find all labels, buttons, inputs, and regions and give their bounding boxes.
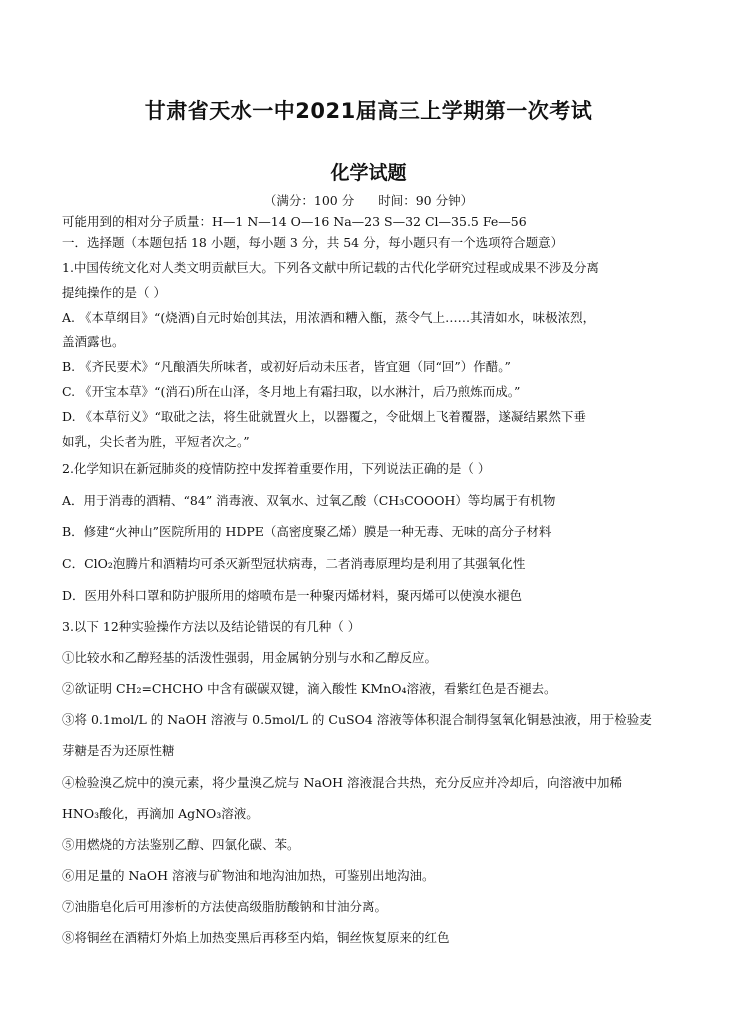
page-title: 甘肃省天水一中2021届高三上学期第一次考试 xyxy=(144,99,593,123)
q2-option-d: D．医用外科口罩和防护服所用的熔喷布是一种聚丙烯材料，聚丙烯可以使溴水褪色 xyxy=(62,588,523,603)
q1-option-b: B. 《齐民要术》“凡酿酒失所味者，或初好后动未压者，皆宜廻（同“回”）作醋。” xyxy=(62,359,511,374)
exam-meta xyxy=(0,191,737,209)
q3-item-8: ⑧将铜丝在酒精灯外焰上加热变黑后再移至内焰，铜丝恢复原来的红色 xyxy=(62,930,450,945)
score-info: （满分：100 分 xyxy=(263,193,355,208)
q3-item-4-line2: HNO₃酸化，再滴加 AgNO₃溶液。 xyxy=(62,806,259,821)
q1-option-c: C. 《开宝本草》“(消石)所在山泽，冬月地上有霜扫取，以水淋汁，后乃煎炼而成。” xyxy=(62,384,521,399)
q1-stem-line1: 1.中国传统文化对人类文明贡献巨大。下列各文献中所记载的古代化学研究过程或成果不涉及分离 xyxy=(62,260,599,275)
q2-stem: 2.化学知识在新冠肺炎的疫情防控中发挥着重要作用，下列说法正确的是（ ） xyxy=(62,461,491,476)
q1-option-d-line1: D. 《本草衍义》“取砒之法，将生砒就置火上，以器覆之，令砒烟上飞着覆器，遂凝结累然下垂 xyxy=(62,409,586,424)
q3-item-7: ⑦油脂皂化后可用渗析的方法使高级脂肪酸钠和甘油分离。 xyxy=(62,899,388,914)
q3-item-2: ②欲证明 CH₂=CHCHO 中含有碳碳双键，滴入酸性 KMnO₄溶液，看紫红色是否褪去。 xyxy=(62,681,557,696)
q3-item-6: ⑥用足量的 NaOH 溶液与矿物油和地沟油加热，可鉴别出地沟油。 xyxy=(62,868,435,883)
q3-item-3-line2: 芽糖是否为还原性糖 xyxy=(62,743,175,758)
page-subtitle: 化学试题 xyxy=(330,162,407,184)
q3-item-1: ①比较水和乙醇羟基的活泼性强弱，用金属钠分别与水和乙醇反应。 xyxy=(62,650,438,665)
q3-item-3-line1: ③将 0.1mol/L 的 NaOH 溶液与 0.5mol/L 的 CuSO4 溶液等体积混合制得氢氧化铜悬浊液，用于检验麦 xyxy=(62,712,652,727)
q3-stem: 3.以下 12种实验操作方法以及结论错误的有几种（ ） xyxy=(62,619,361,634)
q1-stem-line2: 提纯操作的是（ ） xyxy=(62,285,166,300)
q2-option-b: B．修建“火神山”医院所用的 HDPE（高密度聚乙烯）膜是一种无毒、无味的高分子材料 xyxy=(62,524,552,539)
atomic-masses: 可能用到的相对分子质量：H—1 N—14 O—16 Na—23 S—32 Cl—35.5 Fe—56 xyxy=(62,214,527,229)
q2-option-c: C．ClO₂泡腾片和酒精均可杀灭新型冠状病毒，二者消毒原理均是利用了其强氧化性 xyxy=(62,556,526,571)
q3-item-4-line1: ④检验溴乙烷中的溴元素，将少量溴乙烷与 NaOH 溶液混合共热，充分反应并冷却后，向溶液中加稀 xyxy=(62,775,622,790)
time-info: 时间：90 分钟） xyxy=(378,193,474,208)
q1-option-a-line1: A. 《本草纲目》“(烧酒)自元时始创其法，用浓酒和糟入甑，蒸令气上……其清如水，味极浓烈， xyxy=(62,310,596,325)
q1-option-d-line2: 如乳，尖长者为胜，平短者次之。” xyxy=(62,434,250,449)
q3-item-5: ⑤用燃烧的方法鉴别乙醇、四氯化碳、苯。 xyxy=(62,837,300,852)
q1-option-a-line2: 盖酒露也。 xyxy=(62,334,125,349)
section-heading: 一．选择题（本题包括 18 小题，每小题 3 分，共 54 分，每小题只有一个选项符合题意） xyxy=(62,235,564,250)
q2-option-a: A．用于消毒的酒精、“84” 消毒液、双氧水、过氧乙酸（CH₃COOOH）等均属于有机物 xyxy=(62,493,556,508)
